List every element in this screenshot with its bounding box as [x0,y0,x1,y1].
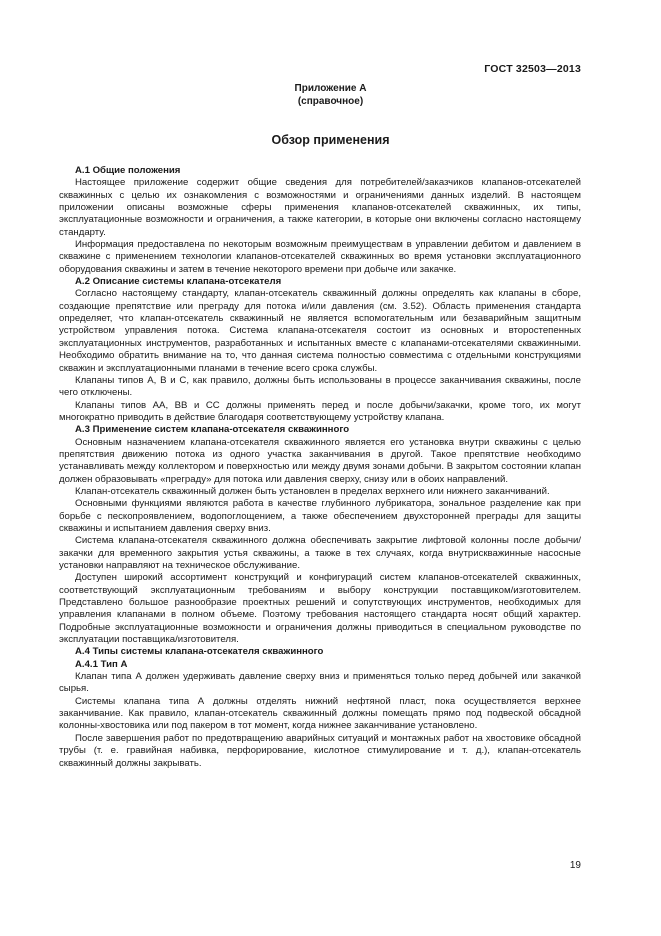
paragraph: После завершения работ по предотвращению аварийных ситуаций и монтажных работ на хвостовике обсадной трубы (т. е. гравийная набивка, перфорирование, кислотное стимулирование и т. д.), клапан-отсекатель скважинный должны закрывать. [59,732,581,769]
paragraph: Согласно настоящему стандарту, клапан-отсекатель скважинный должны определять как клапаны в сборе, создающие препятствие или преграду для потока и/или давления (см. 3.52). Область применения стандарта определяет, что клапан-отсекатель скважинный не является вспомогательным или безаварийным защитным устройством управления потока. Система клапана-отсекателя состоит из основных и второстепенных эксплуатационных инструментов, разработанных и испытанных вместе с клапанами-отсекателями скважинными. Необходимо обратить внимание на то, что данная система полностью совместима с отдельными конструкциями скважин и эксплуатационными планами в течение всего срока службы. [59,288,581,374]
document-body [59,165,581,770]
section-title: Обзор применения [271,133,390,147]
appendix-type: (справочное) [297,96,364,107]
paragraph: Клапаны типов АА, ВВ и СС должны применять перед и после добычи/закачки, кроме того, их могут многократно приводить в действие благодаря соответствующему устройству клапана. [59,399,581,423]
paragraph: Настоящее приложение содержит общие сведения для потребителей/заказчиков клапанов-отсекателей скважинных с целью их ознакомления с возможностями и ограничениями данных изделий. В настоящем приложении описаны возможные сферы применения клапанов-отсекателей скважинных, их типы, эксплуатационные возможности и ограничения, а также категории, в которые они включены согласно настоящему стандарту. [59,177,581,238]
heading-a4: А.4 Типы системы клапана-отсекателя скважинного [75,646,324,658]
heading-a2: А.2 Описание системы клапана-отсекателя [75,276,282,288]
paragraph: Клапаны типов А, В и С, как правило, должны быть использованы в процессе заканчивания скважины, после чего отключены. [59,374,581,399]
heading-a3: А.3 Применение систем клапана-отсекателя скважинного [75,424,350,436]
appendix-title: Приложение А [294,83,367,94]
appendix-heading [0,82,661,108]
paragraph: Основным назначением клапана-отсекателя скважинного является его установка внутри скважины с целью препятствия движению потока из одного участка заканчивания в другой. Такое препятствие необходимо устанавливать между коллектором и поверхностью или между двумя зонами добычи. В закрытом состоянии клапан должен образовывать «преграду» для потока или давления сверху, снизу или в обоих направлений. [59,436,581,485]
paragraph: Клапан-отсекатель скважинный должен быть установлен в пределах верхнего или нижнего заканчиваний. [75,485,550,497]
paragraph: Системы клапана типа А должны отделять нижний нефтяной пласт, пока осуществляется верхнее заканчивание. Как правило, клапан-отсекатель скважинный должны помещать прямо под подвеской обсадной колонны-хвостовика или под пакером в тот момент, когда нижнее заканчивание установлено. [59,695,581,732]
paragraph: Информация предоставлена по некоторым возможным преимуществам в управлении дебитом и давлением в скважине с применением технологии клапанов-отсекателей скважинных во время установки эксплуатационного оборудования скважины и затем в течение некоторого времени при добыче или закачке. [59,239,581,275]
page-number: 19 [569,860,581,871]
heading-a1: А.1 Общие положения [75,165,181,176]
paragraph: Доступен широкий ассортимент конструкций и конфигураций систем клапанов-отсекателей скважинных, соответствующий эксплуатационным требованиям и выбору конструкции поставщиком/изготовителем. Представлено большое разнообразие проектных решений и сопутствующих инструментов, необходимых для управления клапанами в полном объеме. Поэтому требования настоящего стандарта носят общий характер. Подробные эксплуатационные возможности и ограничения должны приводиться в специальном руководстве по эксплуатации поставщика/изготовителя. [59,572,581,646]
heading-a4-1: А.4.1 Тип А [75,658,128,670]
paragraph: Клапан типа А должен удерживать давление сверху вниз и применяться только перед добычей или закачкой сырья. [59,671,581,695]
standard-number: ГОСТ 32503—2013 [484,63,581,75]
paragraph: Основными функциями являются работа в качестве глубинного лубрикатора, зональное разделение как при борьбе с пескопроявлением, водопоглощением, а также обеспечением двухсторонней преграды для защиты скважины и испытанием давления сверху вниз. [59,498,581,534]
paragraph: Система клапана-отсекателя скважинного должна обеспечивать закрытие лифтовой колонны после добычи/закачки для временного закрытия устья скважины, а также в тех случаях, когда внутрискважинные насосные установки направляют на техническое обслуживание. [59,535,581,571]
